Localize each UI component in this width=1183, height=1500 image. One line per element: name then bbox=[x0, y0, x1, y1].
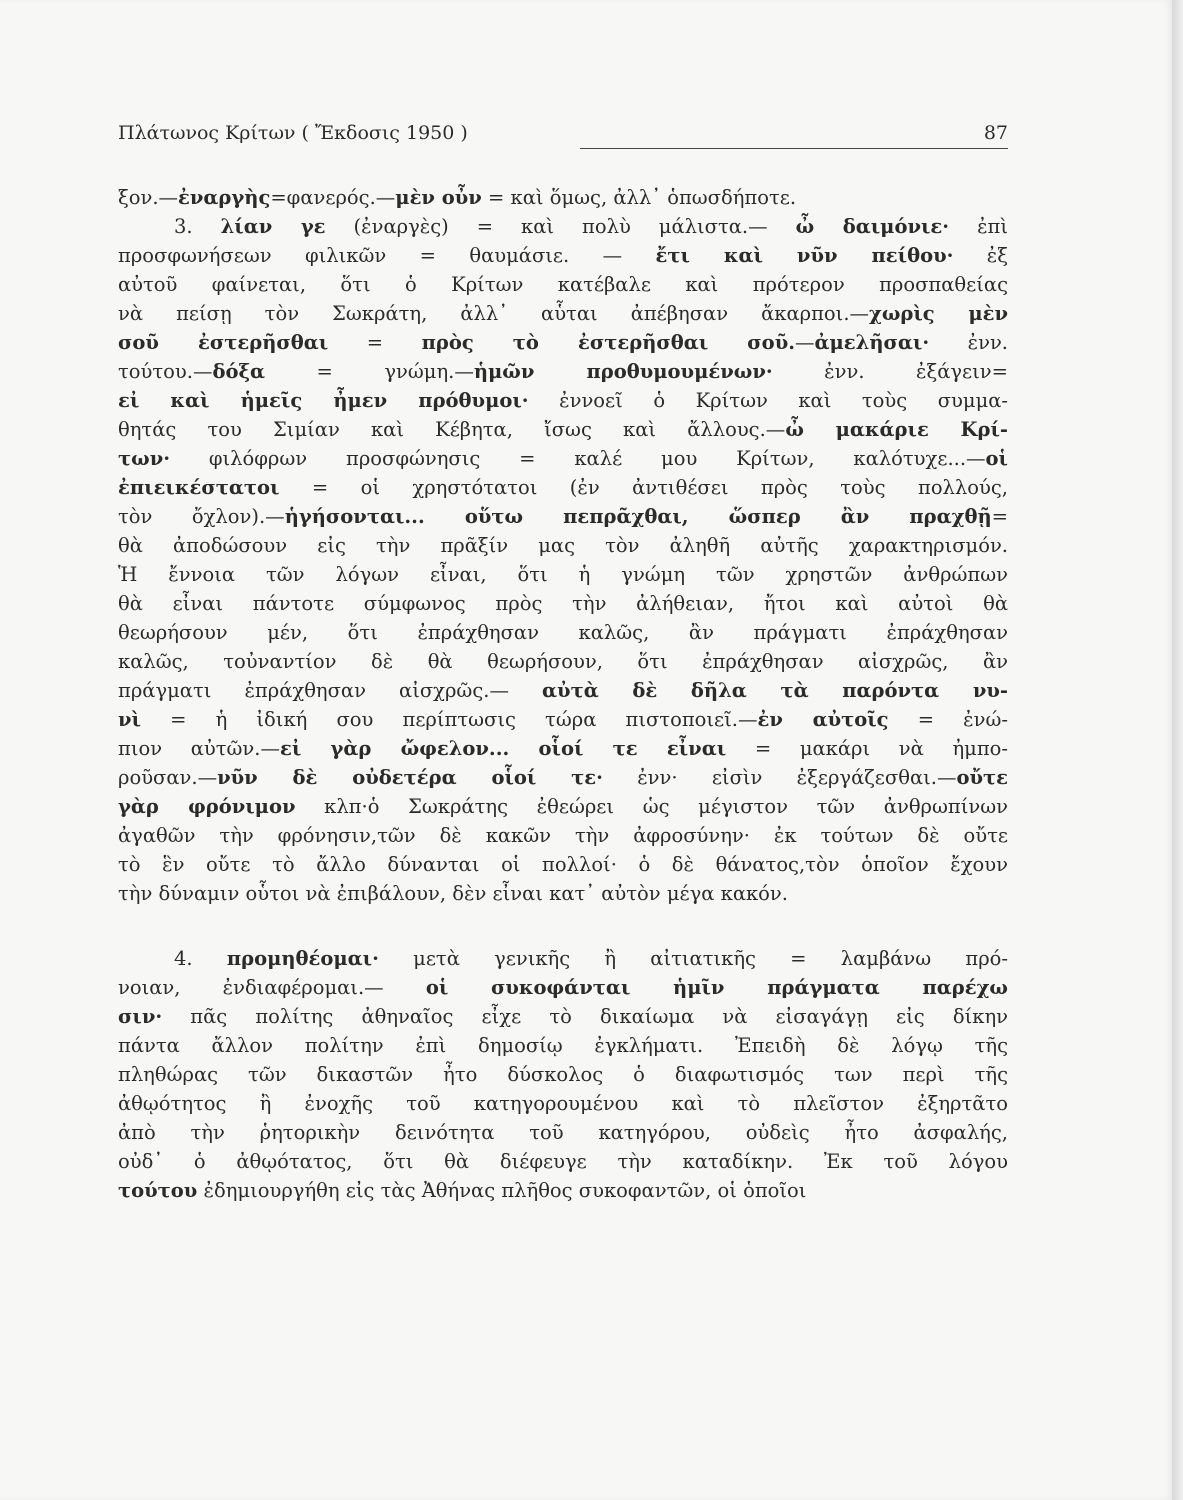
gloss-text: θὰ ἀποδώσουν εἰς τὴν πρᾶξίν μας τὸν ἀληθῆ αὐτῆς χαρακτηρισμόν. bbox=[118, 534, 1008, 557]
gloss-text: τὸ ἓν οὔτε τὸ ἄλλο δύνανται οἱ πολλοί· ὁ δὲ θάνατος,τὸν ὁποῖον ἔχουν bbox=[118, 853, 1008, 876]
lemma-bold: αὐτὰ δὲ δῆλα τὰ παρόντα νυ- bbox=[542, 679, 1008, 702]
text-line bbox=[118, 792, 1008, 821]
lemma-bold: δόξα bbox=[212, 360, 266, 383]
text-line bbox=[118, 821, 1008, 850]
gloss-text: πράγματι ἐπράχθησαν αἰσχρῶς.— bbox=[118, 679, 543, 702]
lemma-bold: οἱ συκοφάνται ἡμῖν πράγματα παρέχω bbox=[425, 976, 1008, 999]
lemma-bold: ἐπιεικέστατοι bbox=[118, 476, 280, 499]
lemma-bold: πρὸς τὸ ἐστερῆσθαι σοῦ. bbox=[421, 331, 796, 354]
gloss-text: ἀγαθῶν τὴν φρόνησιν,τῶν δὲ κακῶν τὴν ἀφροσύνην· ἐκ τούτων δὲ οὔτε bbox=[118, 824, 1008, 847]
lemma-bold: χωρὶς μὲν bbox=[869, 302, 1008, 325]
text-line bbox=[118, 473, 1008, 502]
lemma-bold: ἡμῶν προθυμουμένων· bbox=[473, 360, 773, 383]
text-line bbox=[118, 944, 1008, 973]
gloss-text: = οἱ χρηστότατοι (ἐν ἀντιθέσει πρὸς τοὺς πολλούς, bbox=[279, 476, 1008, 499]
text-line bbox=[118, 183, 1008, 212]
lemma-bold: ἐναργὴς bbox=[178, 186, 271, 209]
gloss-text: = καὶ ὅμως, ἀλλ᾽ ὁπωσδήποτε. bbox=[481, 186, 797, 209]
text-line bbox=[118, 1002, 1008, 1031]
gloss-text: = bbox=[328, 331, 422, 354]
lemma-bold: ὦ δαιμόνιε· bbox=[795, 215, 950, 238]
gloss-text: φιλόφρων προσφώνησις = καλέ μου Κρίτων, καλότυχε...— bbox=[170, 447, 986, 470]
text-line bbox=[118, 560, 1008, 589]
text-line bbox=[118, 444, 1008, 473]
paragraph-gap bbox=[118, 908, 1008, 944]
gloss-text: ἐξ bbox=[953, 244, 1008, 267]
gloss-text: ἐπὶ bbox=[949, 215, 1008, 238]
lemma-bold: νῦν δὲ οὐδετέρα οἷοί τε· bbox=[217, 766, 603, 789]
header-rule bbox=[580, 148, 1008, 149]
gloss-text: ἀπὸ τὴν ῥητορικὴν δεινότητα τοῦ κατηγόρου, οὐδεὶς ἦτο ἀσφαλής, bbox=[118, 1121, 1008, 1144]
text-line bbox=[118, 1147, 1008, 1176]
lemma-bold: εἰ γὰρ ὤφελον... οἷοί τε εἶναι bbox=[279, 737, 727, 760]
gloss-text: νοιαν, ἐνδιαφέρομαι.— bbox=[118, 976, 426, 999]
gloss-text: αὐτοῦ φαίνεται, ὅτι ὁ Κρίτων κατέβαλε καὶ πρότερον προσπαθείας bbox=[118, 273, 1008, 296]
gloss-text: = γνώμη.— bbox=[265, 360, 474, 383]
lemma-bold: νὶ bbox=[118, 708, 141, 731]
lemma-bold: ἀμελῆσαι· bbox=[814, 331, 930, 354]
lemma-bold: των· bbox=[118, 447, 171, 470]
lemma-bold: οὔτε bbox=[956, 766, 1008, 789]
gloss-text: καλῶς, τοὐναντίον δὲ θὰ θεωρήσουν, ὅτι ἐπράχθησαν αἰσχρῶς, ἂν bbox=[118, 650, 1008, 673]
gloss-text: ἐνν. ἐξάγειν= bbox=[772, 360, 1008, 383]
gloss-text: πιον αὐτῶν.— bbox=[118, 737, 280, 760]
gloss-text: ἐννοεῖ ὁ Κρίτων καὶ τοὺς συμμα- bbox=[528, 389, 1008, 412]
text-line bbox=[118, 676, 1008, 705]
text-line bbox=[118, 502, 1008, 531]
text-line bbox=[118, 973, 1008, 1002]
lemma-bold: σοῦ ἐστερῆσθαι bbox=[118, 331, 329, 354]
gloss-text: κλπ·ὁ Σωκράτης ἐθεώρει ὡς μέγιστον τῶν ἀνθρωπίνων bbox=[295, 795, 1008, 818]
gloss-text: ἀθῳότητος ἢ ἐνοχῆς τοῦ κατηγορουμένου καὶ τὸ πλεῖστον ἐξηρτᾶτο bbox=[118, 1092, 1008, 1115]
gloss-text: τὸν ὄχλον).— bbox=[118, 505, 285, 528]
running-header bbox=[118, 118, 1008, 152]
text-line bbox=[118, 734, 1008, 763]
text-line bbox=[118, 357, 1008, 386]
text-line bbox=[118, 212, 1008, 241]
gloss-text: προσφωνήσεων φιλικῶν = θαυμάσιε. — bbox=[118, 244, 656, 267]
lemma-bold: προμηθέομαι· bbox=[226, 947, 379, 970]
lemma-bold: ἐν αὐτοῖς bbox=[757, 708, 889, 731]
text-line bbox=[118, 1089, 1008, 1118]
text-line bbox=[118, 270, 1008, 299]
lemma-bold: οἱ bbox=[985, 447, 1008, 470]
gloss-text: νὰ πείσῃ τὸν Σωκράτη, ἀλλ᾽ αὗται ἀπέβησαν ἄκαρποι.— bbox=[118, 302, 870, 325]
gloss-text: τὴν δύναμιν οὗτοι νὰ ἐπιβάλουν, δὲν εἶναι κατ᾽ αὐτὸν μέγα κακόν. bbox=[118, 882, 788, 905]
gloss-text: = bbox=[991, 505, 1008, 528]
gloss-text: θεωρήσουν μέν, ὅτι ἐπράχθησαν καλῶς, ἂν πράγματι ἐπράχθησαν bbox=[118, 621, 1008, 644]
text-line bbox=[118, 763, 1008, 792]
gloss-text: θητάς του Σιμίαν καὶ Κέβητα, ἴσως καὶ ἄλλους.— bbox=[118, 418, 786, 441]
lemma-bold: ἔτι καὶ νῦν πείθου· bbox=[655, 244, 954, 267]
text-line bbox=[118, 415, 1008, 444]
lemma-bold: ἡγήσονται... οὕτω πεπρᾶχθαι, ὥσπερ ἂν πραχθῇ bbox=[284, 505, 992, 528]
header-title: Πλάτωνος Κρίτων ( Ἔκδοσις 1950 ) bbox=[118, 122, 468, 144]
gloss-text: θὰ εἶναι πάντοτε σύμφωνος πρὸς τὴν ἀλήθειαν, ἤτοι καὶ αὐτοὶ θὰ bbox=[118, 592, 1008, 615]
gloss-text: μετὰ γενικῆς ἢ αἰτιατικῆς = λαμβάνω πρό- bbox=[378, 947, 1008, 970]
text-line bbox=[118, 705, 1008, 734]
page-body bbox=[118, 183, 1008, 1205]
gloss-text: = ἡ ἰδική σου περίπτωσις τώρα πιστοποιεῖ.— bbox=[140, 708, 758, 731]
gloss-text: πάντα ἄλλον πολίτην ἐπὶ δημοσίῳ ἐγκλήματι. Ἐπειδὴ δὲ λόγῳ τῆς bbox=[118, 1034, 1008, 1057]
lemma-bold: εἰ καὶ ἡμεῖς ἦμεν πρόθυμοι· bbox=[118, 389, 529, 412]
text-line bbox=[118, 1176, 1008, 1205]
gloss-text: 4. bbox=[174, 947, 227, 970]
lemma-bold: γὰρ φρόνιμον bbox=[118, 795, 296, 818]
page-edge bbox=[1172, 0, 1183, 1500]
gloss-text: οὐδ᾽ ὁ ἀθῳότατος, ὅτι θὰ διέφευγε τὴν καταδίκην. Ἐκ τοῦ λόγου bbox=[118, 1150, 1008, 1173]
text-line bbox=[118, 618, 1008, 647]
lemma-bold: μὲν οὖν bbox=[395, 186, 482, 209]
lemma-bold: ὦ μακάριε Κρί- bbox=[785, 418, 1008, 441]
gloss-text: — bbox=[795, 331, 815, 354]
gloss-text: πληθώρας τῶν δικαστῶν ἦτο δύσκολος ὁ διαφωτισμός των περὶ τῆς bbox=[118, 1063, 1008, 1086]
page-number: 87 bbox=[983, 122, 1008, 144]
text-line bbox=[118, 1031, 1008, 1060]
gloss-text: τούτου.— bbox=[118, 360, 213, 383]
text-line bbox=[118, 879, 1008, 908]
gloss-text: ἐνν· εἰσὶν ἐξεργάζεσθαι.— bbox=[602, 766, 957, 789]
text-line bbox=[118, 531, 1008, 560]
text-line bbox=[118, 241, 1008, 270]
lemma-bold: λίαν γε bbox=[220, 215, 326, 238]
gloss-text: ἐδημιουργήθη εἰς τὰς Ἀθήνας πλῆθος συκοφαντῶν, οἱ ὁποῖοι bbox=[197, 1179, 807, 1202]
text-line bbox=[118, 1060, 1008, 1089]
gloss-text: ξον.— bbox=[118, 186, 179, 209]
lemma-bold: τούτου bbox=[118, 1179, 198, 1202]
gloss-text: Ἡ ἔννοια τῶν λόγων εἶναι, ὅτι ἡ γνώμη τῶν χρηστῶν ἀνθρώπων bbox=[118, 563, 1008, 586]
text-line bbox=[118, 1118, 1008, 1147]
text-line bbox=[118, 850, 1008, 879]
text-line bbox=[118, 589, 1008, 618]
lemma-bold: σιν· bbox=[118, 1005, 163, 1028]
gloss-text: πᾶς πολίτης ἀθηναῖος εἶχε τὸ δικαίωμα νὰ εἰσαγάγῃ εἰς δίκην bbox=[162, 1005, 1008, 1028]
text-line bbox=[118, 386, 1008, 415]
text-line bbox=[118, 647, 1008, 676]
text-line bbox=[118, 328, 1008, 357]
gloss-text: 3. bbox=[174, 215, 221, 238]
gloss-text: ροῦσαν.— bbox=[118, 766, 218, 789]
gloss-text: = μακάρι νὰ ἠμπο- bbox=[726, 737, 1008, 760]
gloss-text: =φανερός.— bbox=[270, 186, 396, 209]
text-line bbox=[118, 299, 1008, 328]
gloss-text: = ἐνώ- bbox=[888, 708, 1008, 731]
gloss-text: (ἐναργὲς) = καὶ πολὺ μάλιστα.— bbox=[325, 215, 796, 238]
gloss-text: ἐνν. bbox=[929, 331, 1008, 354]
